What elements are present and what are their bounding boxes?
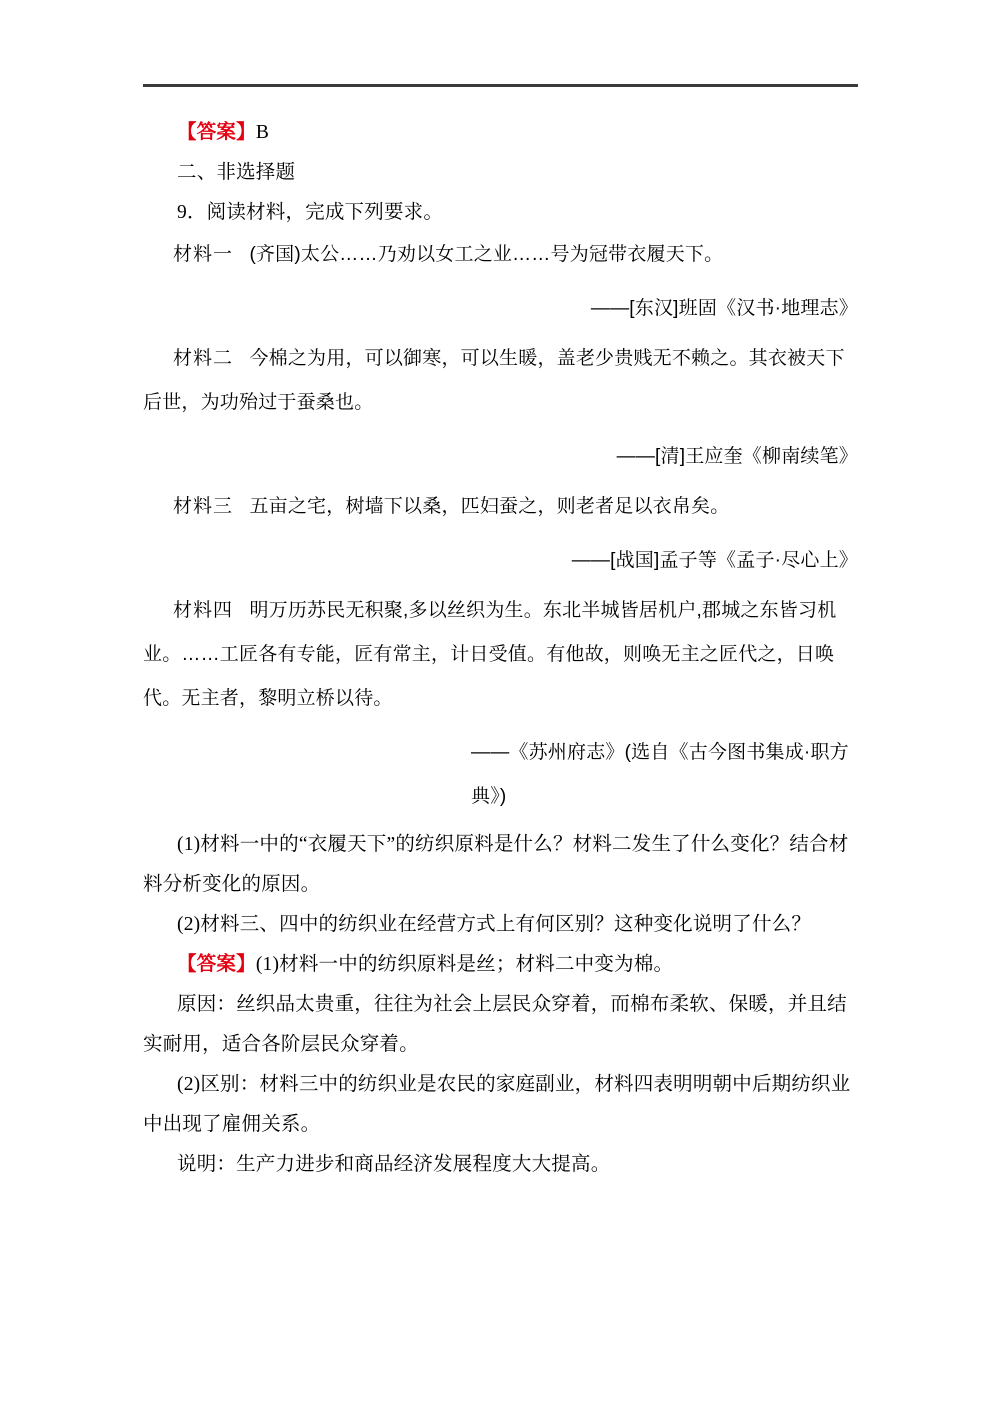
material-three-label: 材料三 [173, 496, 234, 517]
spacer [143, 721, 858, 731]
question-1: (1)材料一中的“衣履天下”的纺织原料是什么？材料二发生了什么变化？结合材料分析变化的原因。 [143, 834, 849, 895]
material-four-text: 明万历苏民无积聚,多以丝织为生。东北半城皆居机户,郡城之东皆习机业。……工匠各有专能，匠有常主，计日受值。有他故，则唤无主之匠代之，日唤代。无主者，黎明立桥以待。 [143, 600, 837, 709]
answer-label: 【答案】 [177, 122, 256, 143]
question-number: 9．阅读材料，完成下列要求。 [177, 202, 444, 223]
answer-value: B [255, 122, 270, 143]
section-heading: 二、非选择题 [177, 162, 296, 183]
header-rule [143, 84, 858, 87]
material-two [143, 337, 858, 425]
answer-1-text: (1)材料一中的纺织原料是丝；材料二中变为棉。 [255, 954, 674, 975]
answer-1-reason: 原因：丝织品太贵重，往往为社会上层民众穿着，而棉布柔软、保暖，并且结实耐用，适合各阶层民众穿着。 [143, 994, 847, 1055]
answer-2-difference: (2)区别：材料三中的纺织业是农民的家庭副业，材料四表明明朝中后期纺织业中出现了雇佣关系。 [143, 1074, 851, 1135]
question-2: (2)材料三、四中的纺织业在经营方式上有何区别？这种变化说明了什么？ [177, 914, 812, 935]
material-one-label: 材料一 [173, 244, 234, 265]
material-three [143, 485, 858, 529]
material-one-citation: ——[东汉]班固《汉书·地理志》 [590, 298, 858, 319]
material-four-label: 材料四 [173, 600, 234, 621]
page-content [143, 84, 858, 1185]
material-three-citation: ——[战国]孟子等《孟子·尽心上》 [571, 550, 858, 571]
material-one [143, 233, 858, 277]
spacer [143, 529, 858, 539]
material-four-citation: ——《苏州府志》(选自《古今图书集成·职方典》) [471, 742, 849, 807]
material-one-text: (齐国)太公……乃劝以女工之业……号为冠带衣履天下。 [249, 244, 724, 265]
spacer [143, 425, 858, 435]
material-four [143, 589, 858, 721]
spacer [143, 277, 858, 287]
answer-label-2: 【答案】 [177, 954, 256, 975]
answer-2-note: 说明：生产力进步和商品经济发展程度大大提高。 [177, 1154, 611, 1175]
material-two-citation: ——[清]王应奎《柳南续笔》 [616, 446, 858, 467]
material-three-text: 五亩之宅，树墙下以桑，匹妇蚕之，则老者足以衣帛矣。 [249, 496, 730, 517]
material-two-text: 今棉之为用，可以御寒，可以生暖，盖老少贵贱无不赖之。其衣被天下后世，为功殆过于蚕桑也。 [143, 348, 845, 413]
material-two-label: 材料二 [173, 348, 234, 369]
answer-block-1 [143, 945, 858, 985]
previous-answer-line [143, 113, 858, 153]
